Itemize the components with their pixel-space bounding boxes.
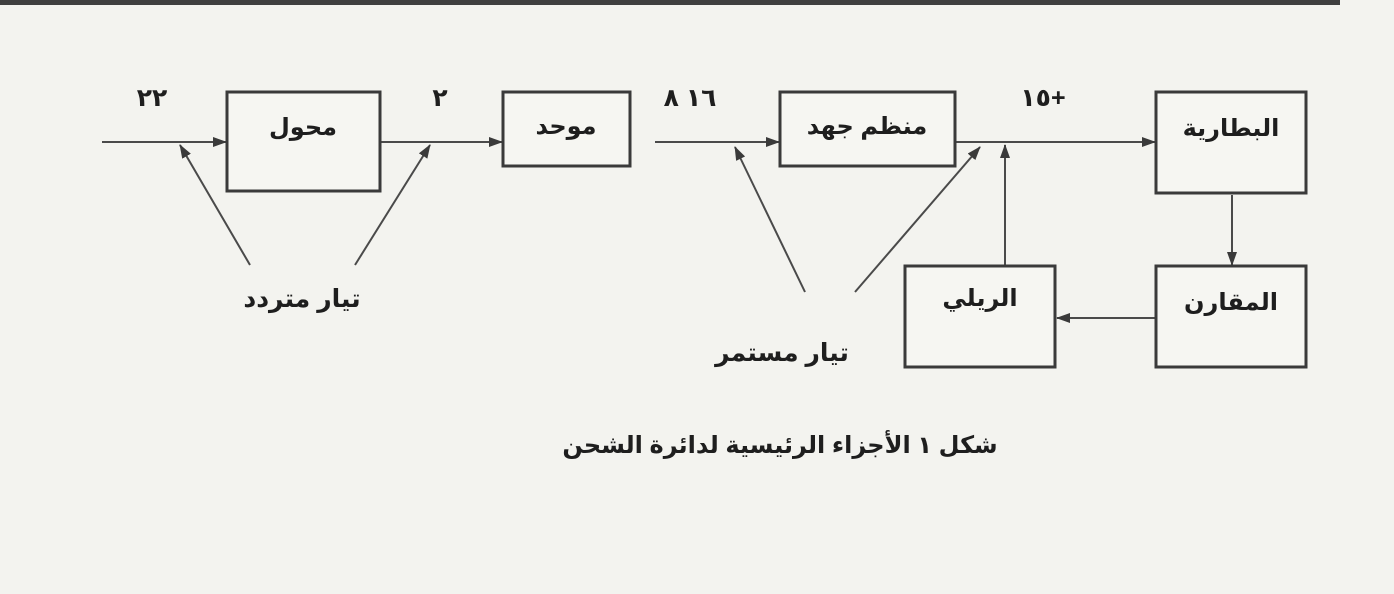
battery-label: البطارية (1182, 115, 1280, 142)
input-voltage: ٢٢ (136, 84, 168, 112)
transformer-label: محول (268, 114, 338, 141)
relay-label: الريلي (942, 285, 1018, 312)
regulator-block (780, 92, 955, 166)
dc-pointer-left (735, 147, 805, 292)
figure-caption: شكل ١ الأجزاء الرئيسية لدائرة الشحن (562, 432, 998, 459)
regulator-label: منظم جهد (806, 113, 928, 140)
rectifier-label: موحد (535, 113, 597, 140)
rectifier-output-voltage: ١٦ ٨ (663, 84, 717, 112)
comparator-label: المقارن (1184, 289, 1278, 316)
comparator-block (1156, 266, 1306, 367)
rectifier-block (503, 92, 630, 166)
dc-current-label: تيار مستمر (715, 339, 849, 367)
battery-block (1156, 92, 1306, 193)
transformer-output-voltage: ٢ (432, 84, 448, 112)
ac-current-label: تيار متردد (243, 285, 361, 313)
regulator-output-voltage: +١٥ (1020, 84, 1066, 112)
relay-block (905, 266, 1055, 367)
transformer-block (227, 92, 380, 191)
